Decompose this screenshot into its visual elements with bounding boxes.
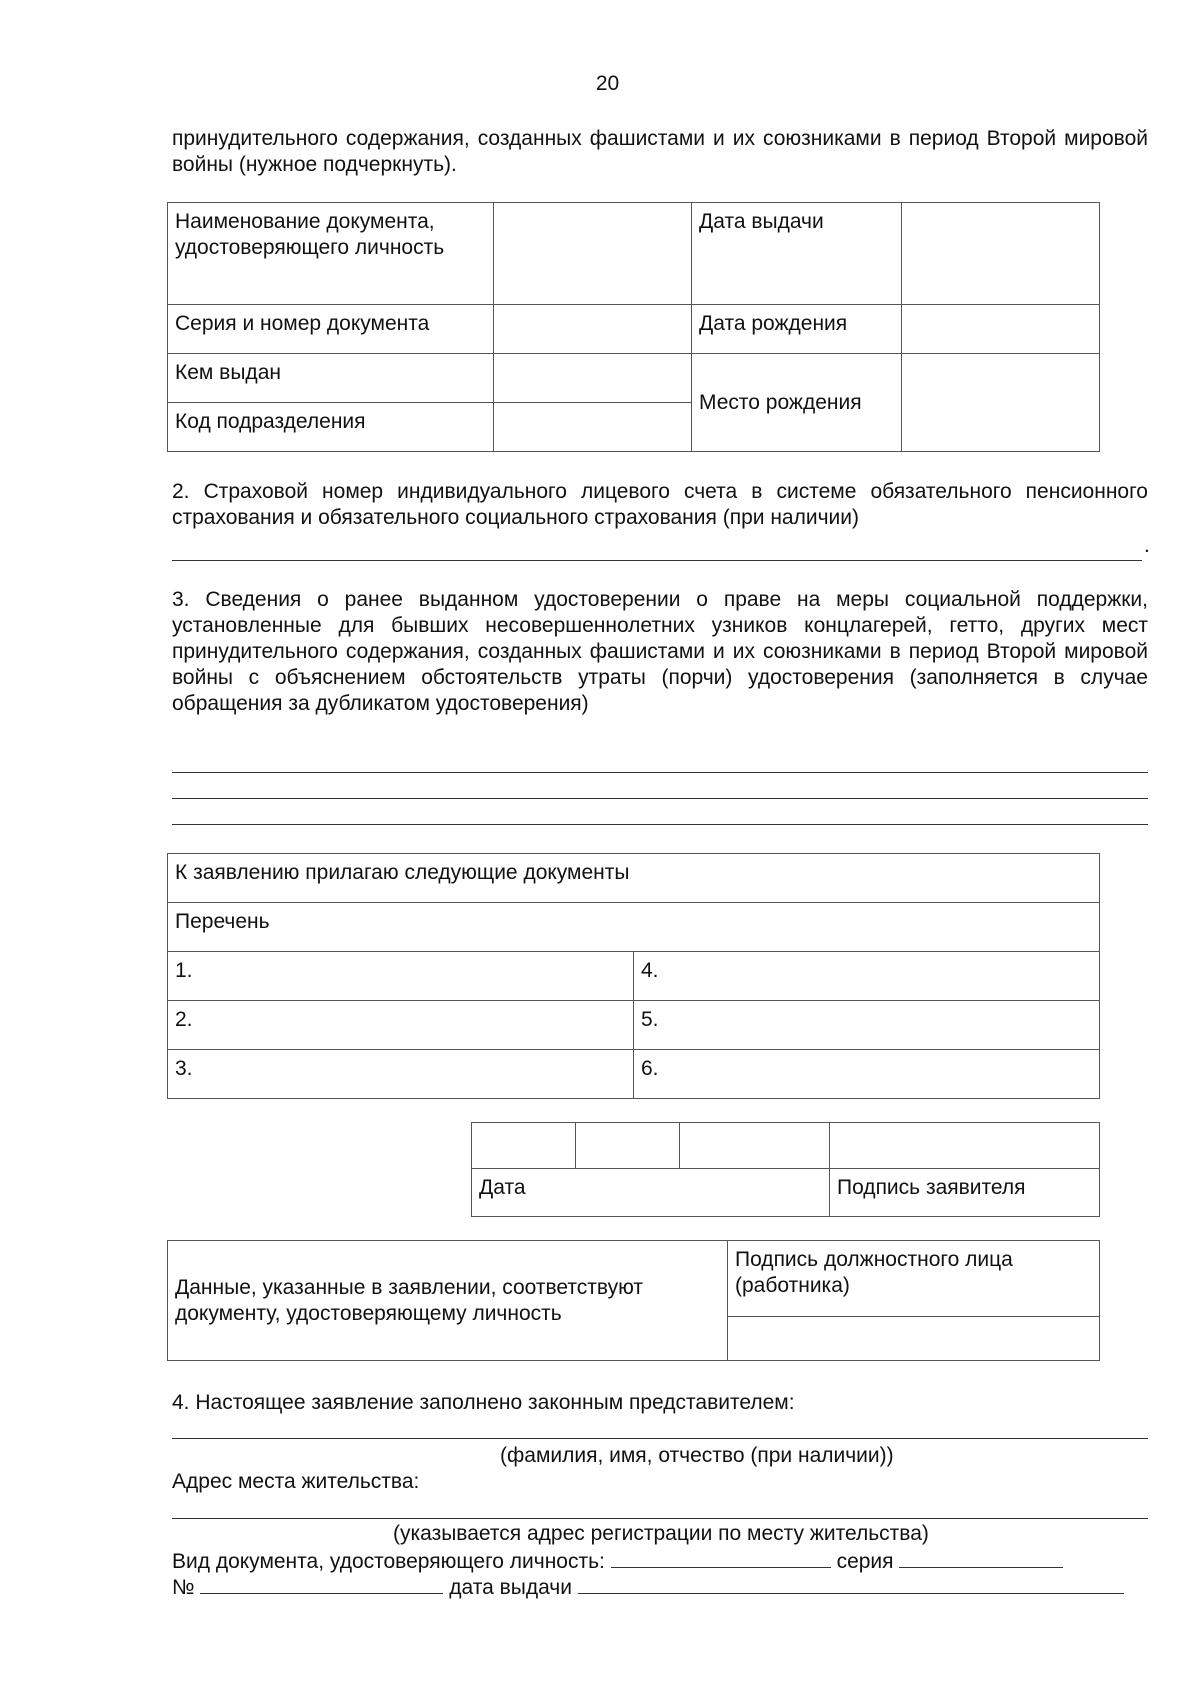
birth-place-field[interactable] [902,354,1100,452]
official-signature-field[interactable] [728,1317,1100,1361]
birth-date-field[interactable] [902,305,1100,354]
birth-place-label: Место рождения [692,354,902,452]
section-3-line-1[interactable] [172,772,1148,773]
id-doc-series-blank[interactable] [899,1547,1063,1568]
section-3-text: 3. Сведения о ранее выданном удостоверении о праве на меры социальной поддержки, установленные для бывших несовершеннолетних узников концлагерей, гетто, других мест принудительного содержания, созданных фашистами и их союзниками в период Второй мировой войны с объяснением обстоятельств утраты (порчи) удостоверения (заполняется в случае обращения за дубликатом удостоверения) [172,588,1148,715]
division-code-field[interactable] [494,403,692,452]
issued-by-label: Кем выдан [168,354,494,403]
address-line[interactable] [172,1518,1148,1519]
issue-date-field[interactable] [902,203,1100,305]
attached-docs-header: К заявлению прилагаю следующие документы [168,854,1100,903]
series-number-label: Серия и номер документа [168,305,494,354]
address-label: Адрес места жительства: [172,1470,420,1493]
representative-name-line[interactable] [172,1438,1148,1439]
id-doc-issue-date-label: дата выдачи [449,1576,572,1599]
intro-paragraph: принудительного содержания, созданных фашистами и их союзниками в период Второй мировой войны (нужное подчеркнуть). [172,127,1148,176]
applicant-signature-table [471,1122,1100,1217]
issue-date-label: Дата выдачи [692,203,902,305]
attached-docs-list-label: Перечень [168,903,1100,952]
doc-name-field[interactable] [494,203,692,305]
doc-name-label: Наименование документа, удостоверяющего личность [168,203,494,305]
id-document-table [167,202,1100,452]
id-doc-issue-date-blank[interactable] [578,1573,1124,1594]
attached-doc-item-1[interactable]: 1. [168,952,634,1001]
issued-by-field[interactable] [494,354,692,403]
date-month-field[interactable] [576,1123,680,1169]
id-doc-series-label: серия [836,1550,894,1573]
date-label: Дата [472,1169,830,1217]
official-signature-label: Подпись должностного лица (работника) [728,1241,1100,1317]
attached-documents-table [167,853,1100,1099]
applicant-signature-field[interactable] [830,1123,1100,1169]
official-verification-table [167,1240,1100,1361]
applicant-signature-label: Подпись заявителя [830,1169,1100,1217]
id-doc-number-label: № [172,1576,195,1599]
attached-doc-item-6[interactable]: 6. [634,1050,1100,1099]
representative-name-caption: (фамилия, имя, отчество (при наличии)) [500,1444,894,1467]
id-document-row [172,1547,1148,1575]
date-year-field[interactable] [680,1123,830,1169]
snils-input-line[interactable] [172,560,1142,561]
attached-doc-item-3[interactable]: 3. [168,1050,634,1099]
date-day-field[interactable] [472,1123,576,1169]
id-doc-number-blank[interactable] [200,1573,443,1594]
birth-date-label: Дата рождения [692,305,902,354]
section-2-text: 2. Страховой номер индивидуального лицевого счета в системе обязательного пенсионного страхования и обязательного социального страхования (при наличии) [172,480,1148,529]
section-3-line-2[interactable] [172,798,1148,799]
section-3-line-3[interactable] [172,824,1148,825]
section-4-text: 4. Настоящее заявление заполнено законным представителем: [172,1391,795,1414]
id-doc-type-label: Вид документа, удостоверяющего личность: [172,1550,605,1573]
snils-end-mark: . [1144,534,1150,557]
verification-text: Данные, указанные в заявлении, соответствуют документу, удостоверяющему личность [168,1241,728,1361]
division-code-label: Код подразделения [168,403,494,452]
page-number: 20 [595,72,620,95]
attached-doc-item-2[interactable]: 2. [168,1001,634,1050]
attached-doc-item-5[interactable]: 5. [634,1001,1100,1050]
id-number-row [172,1573,1148,1601]
address-caption: (указывается адрес регистрации по месту жительства) [393,1522,929,1545]
id-doc-type-blank[interactable] [611,1547,831,1568]
attached-doc-item-4[interactable]: 4. [634,952,1100,1001]
series-number-field[interactable] [494,305,692,354]
